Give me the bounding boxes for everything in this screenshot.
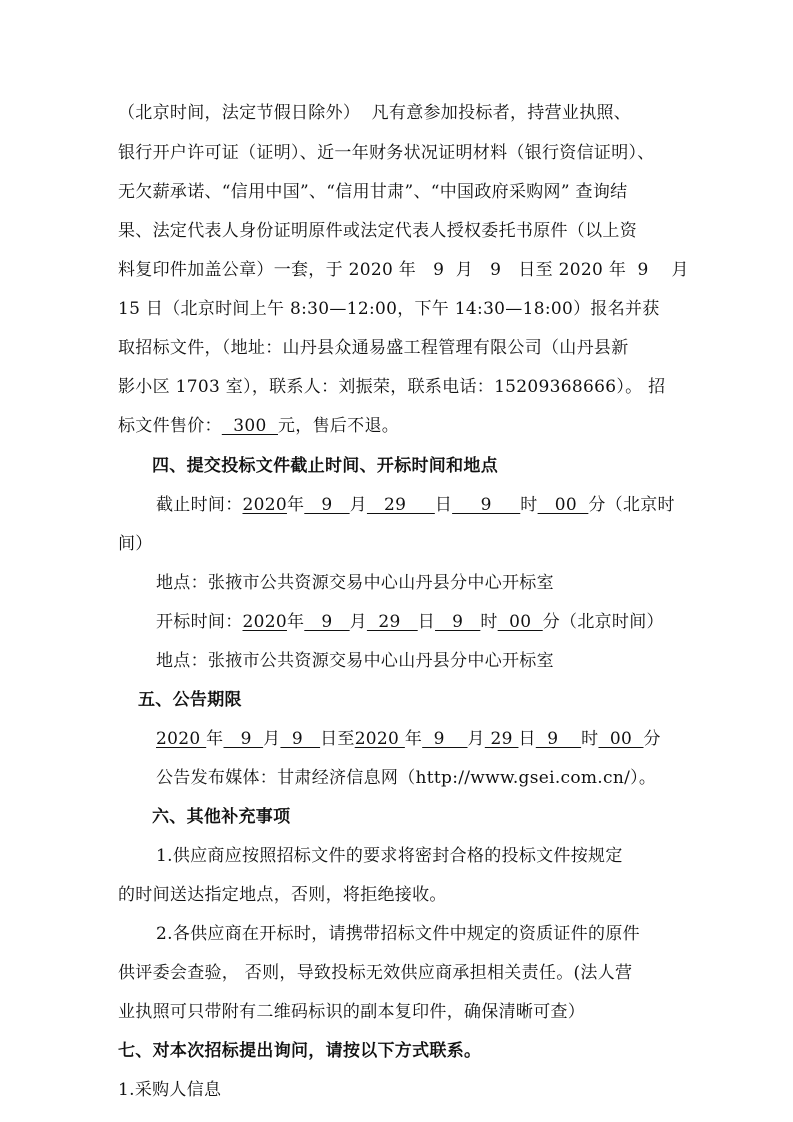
opening-month: 9 — [304, 612, 350, 632]
item2-line-2: 供评委会查验， 否则，导致投标无效供应商承担相关责任。(法人营 — [118, 963, 633, 983]
deadline-label: 截止时间： — [156, 495, 243, 515]
opening-year: 2020 — [242, 612, 287, 632]
para1-line-2: 银行开户许可证（证明）、近一年财务状况证明材料（银行资信证明）、 — [118, 143, 655, 163]
para1-line-6: 15 日（北京时间上午 8:30—12:00，下午 14:30—18:00）报名并获 — [118, 299, 660, 319]
unit-month: 月 — [349, 612, 367, 632]
section5-heading: 五、公告期限 — [138, 690, 242, 710]
section6-heading: 六、其他补充事项 — [152, 807, 291, 827]
opening-day: 29 — [366, 612, 418, 632]
deadline-hour: 9 — [452, 495, 521, 515]
price-suffix: 元，售后不退。 — [277, 416, 400, 436]
unit-month: 月 — [467, 729, 485, 749]
item1-line-2: 的时间送达指定地点，否则，将拒绝接收。 — [118, 885, 447, 905]
unit-day: 日 — [417, 612, 436, 632]
deadline-tz-part1: 分（北京时 — [588, 495, 675, 515]
deadline-tz-part2: 间） — [118, 534, 153, 554]
deadline-year: 2020 — [242, 495, 287, 515]
opening-line — [156, 610, 664, 634]
unit-month: 月 — [349, 495, 367, 515]
unit-hour: 时 — [581, 729, 599, 749]
price-prefix: 标文件售价： — [118, 416, 222, 436]
opening-minute: 00 — [497, 612, 543, 632]
price-value: 300 — [221, 416, 278, 436]
end-minute: 00 — [598, 729, 644, 749]
unit-year: 年 — [286, 495, 305, 515]
start-day: 9 — [280, 729, 321, 749]
para1-line-4: 果、法定代表人身份证明原件或法定代表人授权委托书原件（以上资 — [118, 221, 637, 241]
deadline-minute: 00 — [537, 495, 589, 515]
para1-line-5: 料复印件加盖公章）一套，于 2020 年 9 月 9 日至 2020 年 9 月 — [118, 260, 689, 280]
para1-price-line — [118, 414, 399, 438]
start-year: 2020 — [156, 729, 207, 749]
unit-hour: 时 — [480, 612, 498, 632]
opening-hour: 9 — [435, 612, 481, 632]
end-month: 9 — [422, 729, 468, 749]
unit-minute: 分 — [643, 729, 661, 749]
unit-day: 日 — [434, 495, 453, 515]
para1-line-7: 取招标文件，（地址：山丹县众通易盛工程管理有限公司（山丹县新 — [118, 338, 629, 358]
opening-label: 开标时间： — [156, 612, 243, 632]
opening-tz: 分（北京时间） — [542, 612, 664, 632]
publish-media: 公告发布媒体：甘肃经济信息网（http://www.gsei.com.cn/）。 — [156, 768, 657, 788]
section7-heading: 七、对本次招标提出询问，请按以下方式联系。 — [118, 1041, 482, 1061]
unit-year: 年 — [286, 612, 305, 632]
unit-hour: 时 — [520, 495, 538, 515]
item2-line-1: 2.各供应商在开标时，请携带招标文件中规定的资质证件的原件 — [156, 924, 640, 944]
deadline-line — [156, 493, 675, 517]
deadline-month: 9 — [304, 495, 350, 515]
item1-line-1: 1.供应商应按照招标文件的要求将密封合格的投标文件按规定 — [156, 846, 623, 866]
unit-to: 日至 — [320, 729, 355, 749]
item2-line-3: 业执照可只带附有二维码标识的副本复印件，确保清晰可查） — [118, 1002, 586, 1022]
para1-line-8: 影小区 1703 室），联系人：刘振荣，联系电话：15209368666）。 招 — [118, 377, 666, 397]
deadline-location: 地点：张掖市公共资源交易中心山丹县分中心开标室 — [156, 573, 554, 593]
section4-heading: 四、提交投标文件截止时间、开标时间和地点 — [152, 456, 498, 476]
para1-line-3: 无欠薪承诺、“信用中国”、“信用甘肃”、“中国政府采购网” 查询结 — [118, 182, 628, 202]
unit-year: 年 — [404, 729, 423, 749]
unit-year: 年 — [206, 729, 224, 749]
start-month: 9 — [223, 729, 264, 749]
para1-line-1: （北京时间，法定节假日除外） 凡有意参加投标者，持营业执照、 — [118, 103, 632, 123]
end-year: 2020 — [354, 729, 405, 749]
end-day: 29 — [484, 729, 519, 749]
unit-day: 日 — [518, 729, 536, 749]
deadline-day: 29 — [366, 495, 435, 515]
purchaser-info-label: 1.采购人信息 — [118, 1080, 222, 1100]
end-hour: 9 — [535, 729, 582, 749]
unit-month: 月 — [263, 729, 281, 749]
notice-period-line — [156, 727, 661, 751]
opening-location: 地点：张掖市公共资源交易中心山丹县分中心开标室 — [156, 651, 554, 671]
